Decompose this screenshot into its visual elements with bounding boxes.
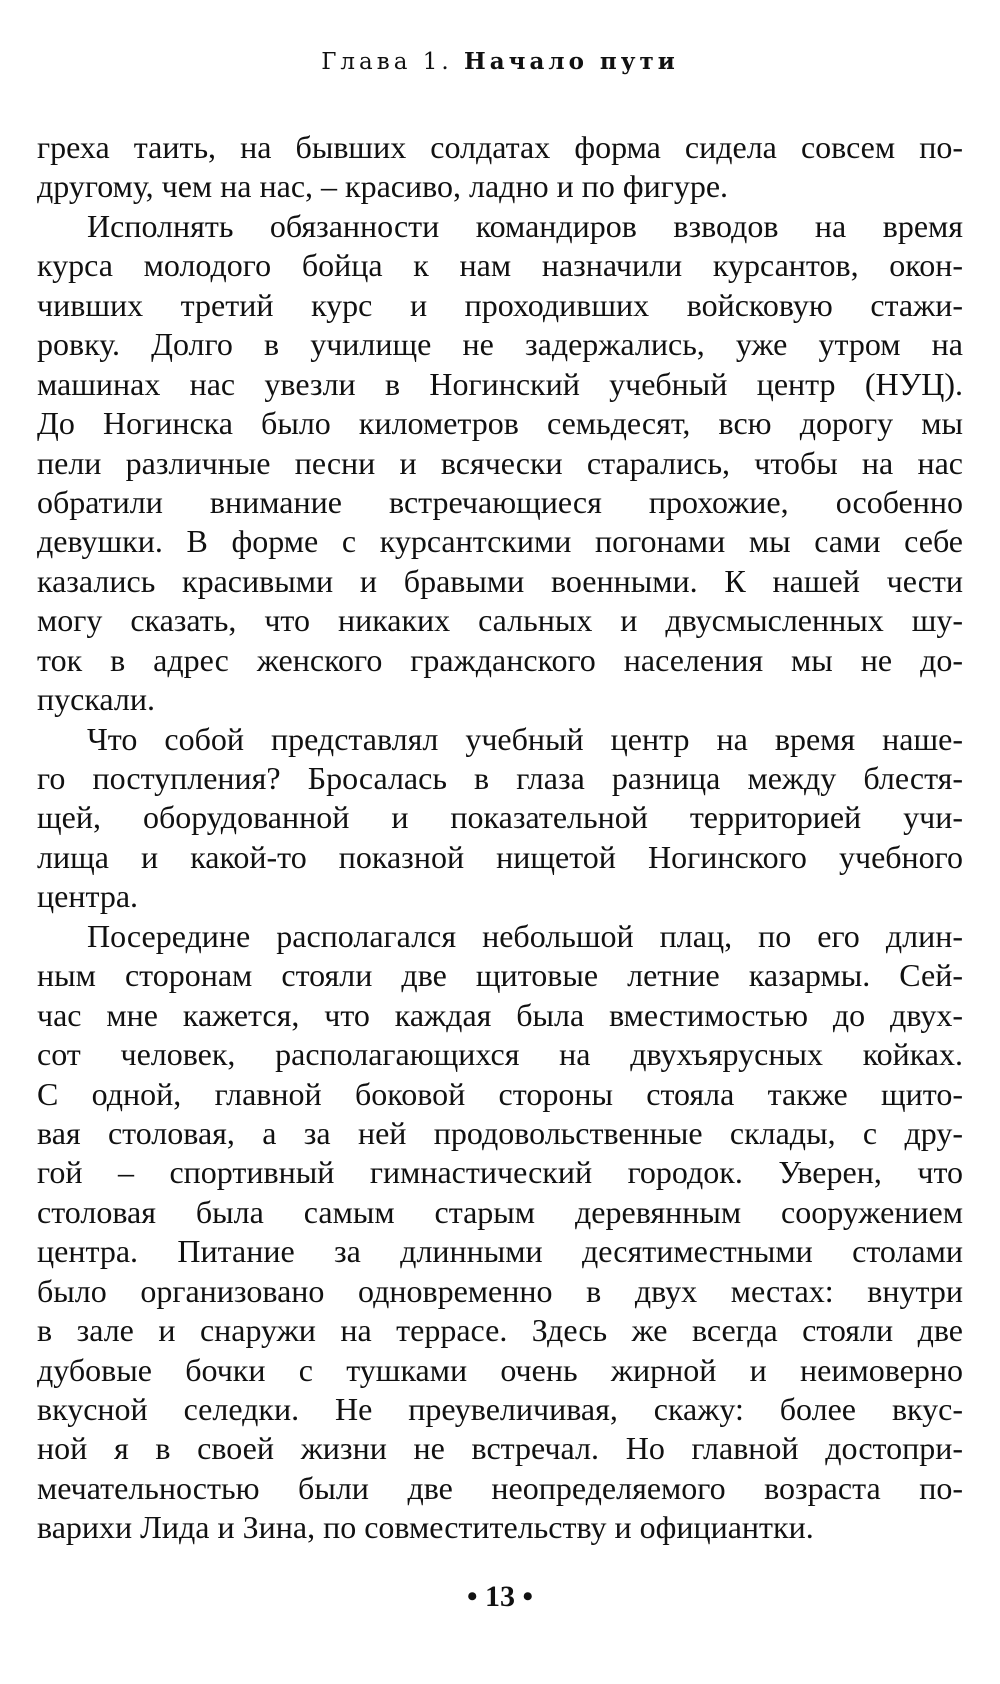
paragraph xyxy=(37,128,963,207)
text-line: го поступления? Бросалась в глаза разница между блестя- xyxy=(37,760,963,796)
page-number-footer xyxy=(0,1580,1000,1614)
text-line: греха таить, на бывших солдатах форма сидела совсем по- xyxy=(37,129,963,165)
text-line: пели различные песни и всячески старались, чтобы на нас xyxy=(37,444,963,481)
paragraph xyxy=(37,207,963,720)
text-line: ным сторонам стояли две щитовые летние казармы. Сей- xyxy=(37,957,963,994)
text-line: Исполнять обязанности командиров взводов на время xyxy=(87,207,963,244)
text-line: столовая была самым старым деревянным сооружением xyxy=(37,1193,963,1230)
text-line: другому, чем на нас, – красиво, ладно и по фигуре. xyxy=(37,168,729,205)
chapter-title: Начало пути xyxy=(463,48,679,75)
text-line: в зале и снаружи на террасе. Здесь же всегда стояли две xyxy=(37,1312,963,1349)
text-line: центра. Питание за длинными десятиместными столами xyxy=(37,1233,963,1270)
text-line: казались красивыми и бравыми военными. К нашей чести xyxy=(37,562,963,599)
text-line: До Ногинска было километров семьдесят, всю дорогу мы xyxy=(37,405,963,442)
page-number-dot-right: • xyxy=(522,1580,534,1613)
text-line: варихи Лида и Зина, по совместительству и официантки. xyxy=(37,1509,814,1546)
text-line: дубовые бочки с тушками очень жирной и неимоверно xyxy=(37,1351,963,1388)
text-line: мечательностью были две неопределяемого возраста по- xyxy=(37,1469,963,1506)
text-line: С одной, главной боковой стороны стояла также щито- xyxy=(37,1075,963,1112)
text-line: курса молодого бойца к нам назначили курсантов, окон- xyxy=(37,247,963,284)
text-line: гой – спортивный гимнастический городок. Уверен, что xyxy=(37,1154,963,1191)
chapter-number: Глава 1. xyxy=(321,49,453,75)
paragraph xyxy=(37,917,963,1548)
text-line: вкусной селедки. Не преувеличивая, скажу: более вкус- xyxy=(37,1391,963,1427)
text-line: могу сказать, что никаких сальных и двусмысленных шу- xyxy=(37,602,963,639)
text-line: Что собой представлял учебный центр на время наше- xyxy=(87,720,963,757)
text-line: щей, оборудованной и показательной территорией учи- xyxy=(37,799,963,836)
text-line: обратили внимание встречающиеся прохожие, особенно xyxy=(37,483,963,520)
page-number: 13 xyxy=(485,1580,515,1613)
text-line: Посередине располагался небольшой плац, по его длин- xyxy=(87,917,963,954)
text-line: час мне кажется, что каждая была вместимостью до двух- xyxy=(37,996,963,1033)
text-line: девушки. В форме с курсантскими погонами мы сами себе xyxy=(37,523,963,560)
running-header xyxy=(0,48,1000,75)
body-text xyxy=(37,128,963,1548)
text-line: было организовано одновременно в двух местах: внутри xyxy=(37,1272,963,1309)
text-line: машинах нас увезли в Ногинский учебный центр (НУЦ). xyxy=(37,365,963,402)
text-line: центра. xyxy=(37,878,139,915)
page-number-dot-left: • xyxy=(466,1580,478,1613)
text-line: вая столовая, а за ней продовольственные склады, с дру- xyxy=(37,1114,963,1151)
text-line: чивших третий курс и проходивших войсковую стажи- xyxy=(37,286,963,323)
text-line: ровку. Долго в училище не задержались, уже утром на xyxy=(37,326,963,363)
text-line: ток в адрес женского гражданского населения мы не до- xyxy=(37,641,963,678)
text-line: ной я в своей жизни не встречал. Но главной достопри- xyxy=(37,1430,963,1467)
text-line: пускали. xyxy=(37,681,155,718)
text-line: сот человек, располагающихся на двухъярусных койках. xyxy=(37,1036,963,1073)
text-line: лища и какой-то показной нищетой Ногинского учебного xyxy=(37,838,963,875)
paragraph xyxy=(37,720,963,917)
